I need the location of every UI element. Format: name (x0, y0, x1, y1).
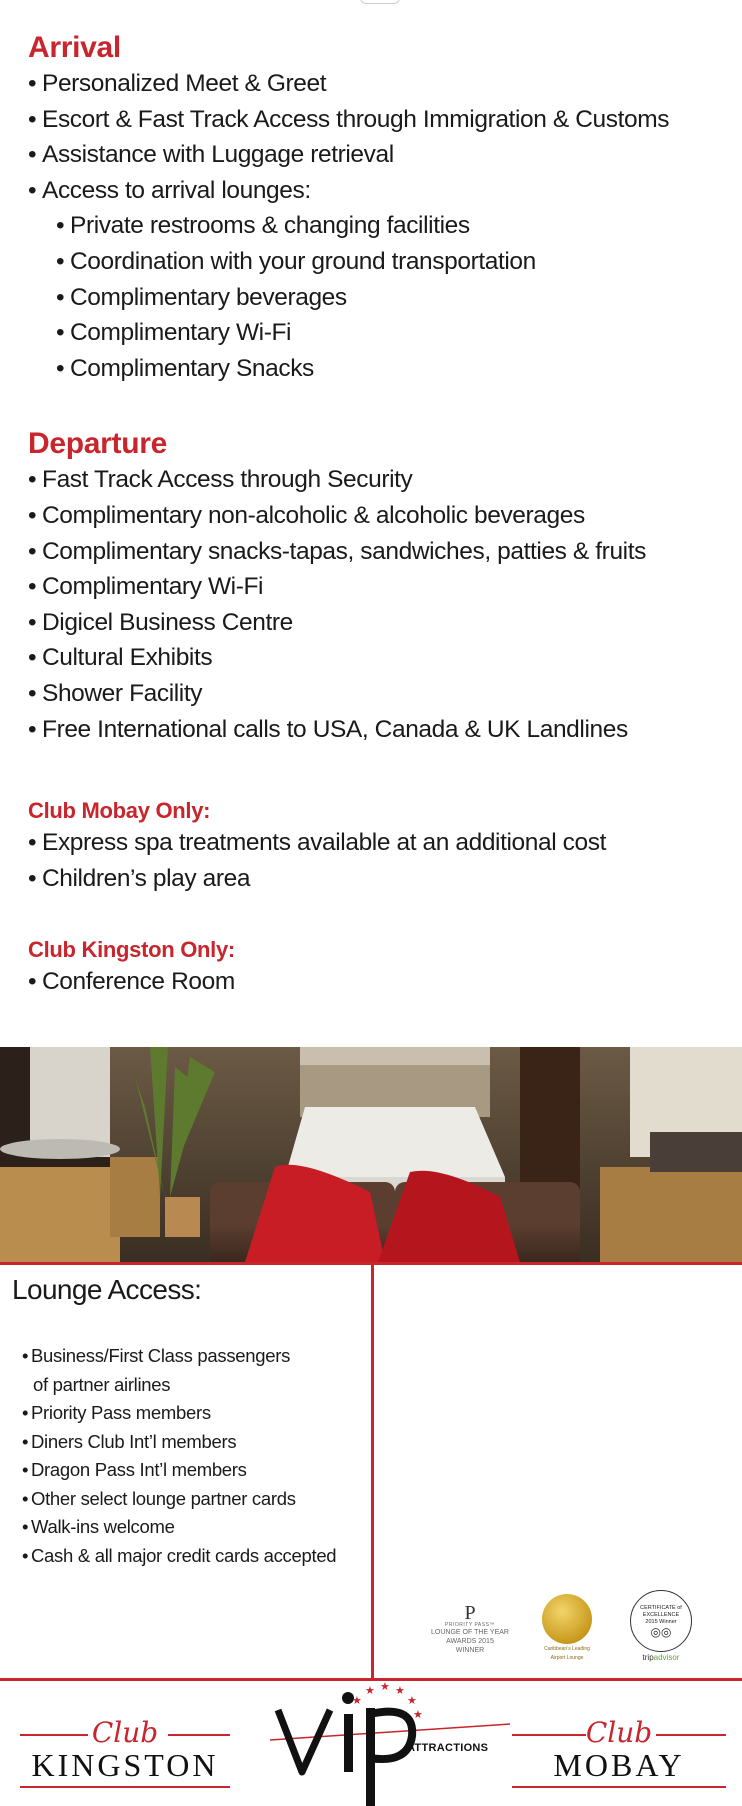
departure-heading: Departure (28, 427, 168, 461)
list-item: • Children’s play area (28, 861, 728, 897)
arrival-heading: Arrival (28, 31, 121, 64)
club-kingston-logo (20, 1718, 230, 1782)
list-item: • Priority Pass members (22, 1399, 372, 1428)
svg-text:★: ★ (407, 1694, 417, 1707)
priority-pass-line: WINNER (455, 1647, 485, 1654)
lounge-photo-art (0, 1047, 742, 1262)
svg-text:★: ★ (413, 1708, 423, 1721)
lounge-access-heading: Lounge Access: (12, 1274, 202, 1305)
lounge-access-section (12, 1274, 372, 1570)
list-item: • Complimentary snacks-tapas, sandwiches, patties & fruits (28, 534, 728, 570)
list-item: • Escort & Fast Track Access through Immigration & Customs (28, 102, 728, 138)
logo-rule (656, 1734, 726, 1736)
priority-pass-line: AWARDS 2015 (446, 1638, 494, 1645)
list-item: • Assistance with Luggage retrieval (28, 137, 728, 173)
logo-rule (512, 1734, 586, 1736)
owl-icon: ◎◎ (650, 1624, 672, 1639)
list-item: • Fast Track Access through Security (28, 462, 728, 498)
list-item-text: Business/First Class passengers (31, 1345, 291, 1366)
list-item: • Access to arrival lounges: (28, 173, 728, 209)
list-item: • Digicel Business Centre (28, 605, 728, 641)
list-item: • Diners Club Int’l members (22, 1428, 372, 1457)
list-item: • Cash & all major credit cards accepted (22, 1542, 372, 1571)
list-item (22, 1342, 372, 1399)
club-script: Club (91, 1716, 159, 1749)
list-item: • Conference Room (28, 964, 728, 1000)
club-name: KINGSTON (31, 1747, 219, 1783)
world-travel-awards-caption: Caribbean’s Leading (544, 1646, 590, 1652)
list-item: • Coordination with your ground transportation (56, 244, 728, 280)
arrival-lounge-list (28, 208, 728, 386)
world-travel-awards-badge (532, 1594, 602, 1662)
vip-attractions-logo (270, 1680, 520, 1806)
world-travel-awards-seal (542, 1594, 592, 1644)
footer-brands (0, 1680, 742, 1806)
logo-rule (20, 1734, 88, 1736)
list-item: • Shower Facility (28, 676, 728, 712)
world-travel-awards-caption: Airport Lounge (550, 1655, 584, 1661)
club-kingston-list (28, 964, 728, 1000)
tripadvisor-line: 2015 Winner (645, 1618, 677, 1625)
list-item: • Complimentary Snacks (56, 351, 728, 387)
club-mobay-list (28, 825, 728, 896)
priority-pass-brand: PRIORITY PASS™ (445, 1622, 495, 1628)
club-mobay-heading: Club Mobay Only: (28, 798, 211, 824)
list-item: • Cultural Exhibits (28, 640, 728, 676)
list-item: • Private restrooms & changing facilities (56, 208, 728, 244)
list-item: • Free International calls to USA, Canada & UK Landlines (28, 712, 728, 748)
tripadvisor-line: CERTIFICATE of (640, 1604, 682, 1611)
top-notch (360, 0, 400, 4)
logo-rule (168, 1734, 230, 1736)
priority-pass-line: LOUNGE OF THE YEAR (431, 1629, 509, 1636)
tripadvisor-brand-a: trip (642, 1653, 654, 1662)
tripadvisor-brand-b: advisor (653, 1653, 680, 1662)
club-kingston-heading: Club Kingston Only: (28, 937, 235, 963)
list-item: • Walk-ins welcome (22, 1513, 372, 1542)
tripadvisor-line: EXCELLENCE (642, 1611, 680, 1618)
tripadvisor-brand (628, 1653, 694, 1662)
club-mobay-logo (512, 1718, 726, 1782)
list-item: • Complimentary non-alcoholic & alcoholic beverages (28, 498, 728, 534)
tripadvisor-badge (628, 1590, 694, 1662)
list-item: • Express spa treatments available at an additional cost (28, 825, 728, 861)
amenities-content (28, 30, 728, 1000)
list-item: • Complimentary Wi-Fi (28, 569, 728, 605)
priority-pass-logo: P (464, 1602, 476, 1624)
club-script: Club (585, 1716, 653, 1749)
vip-tagline: ATTRACTIONS (407, 1742, 489, 1754)
svg-text:★: ★ (395, 1684, 405, 1697)
svg-text:★: ★ (380, 1680, 390, 1693)
departure-list (28, 462, 728, 747)
list-item: • Dragon Pass Int’l members (22, 1456, 372, 1485)
list-item-text-cont: of partner airlines (33, 1373, 171, 1395)
svg-text:★: ★ (365, 1684, 375, 1697)
arrival-list (28, 66, 728, 208)
svg-text:★: ★ (352, 1694, 362, 1707)
lounge-access-list (12, 1342, 372, 1570)
lounge-photo (0, 1047, 742, 1262)
award-badges (420, 1590, 720, 1670)
logo-rule (512, 1786, 726, 1788)
tripadvisor-ring (630, 1590, 692, 1652)
list-item: • Personalized Meet & Greet (28, 66, 728, 102)
logo-rule (20, 1786, 230, 1788)
list-item: • Complimentary Wi-Fi (56, 315, 728, 351)
list-item: • Complimentary beverages (56, 280, 728, 316)
club-name: MOBAY (553, 1747, 685, 1783)
list-item: • Other select lounge partner cards (22, 1485, 372, 1514)
priority-pass-badge (420, 1604, 520, 1655)
